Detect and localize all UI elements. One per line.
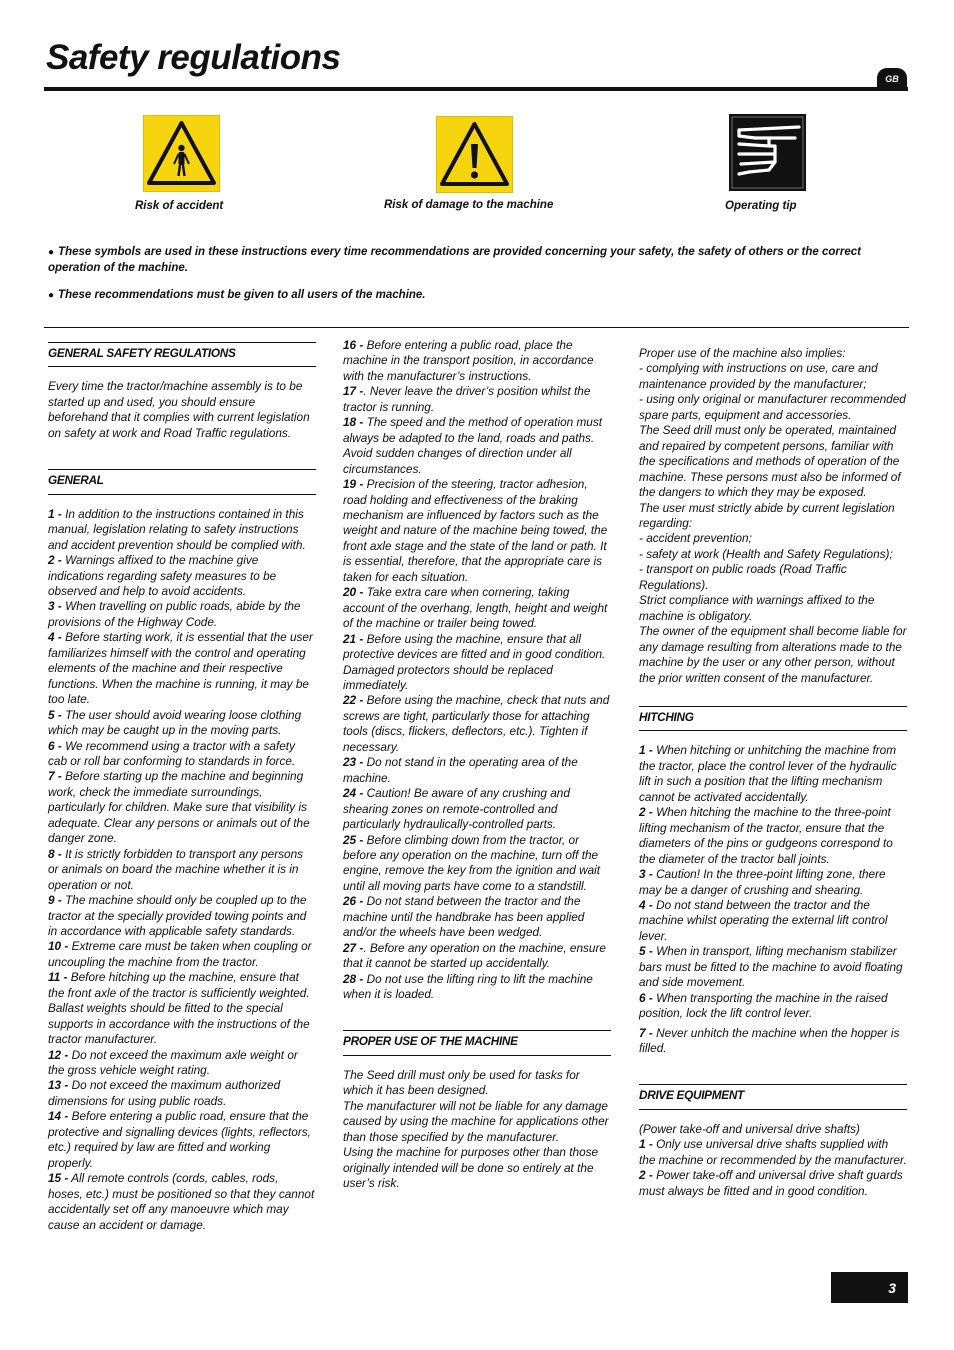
list-item: 15 - All remote controls (cords, cables, rods, hoses, etc.) must be positioned so that they cannot accidentally set off any manoeuvre which may cause an accident or damage. [48, 1171, 315, 1232]
list-item: 28 - Do not use the lifting ring to lift the machine when it is loaded. [343, 971, 593, 1002]
proper-use-cont-paragraph: Proper use of the machine also implies: [639, 346, 846, 360]
list-item: 21 - Before using the machine, ensure that all protective devices are fitted and in good condition. Damaged protectors should be replaced immediately. [343, 631, 606, 692]
title-rule [44, 87, 908, 91]
symbol-label-risk-of-damage: Risk of damage to the machine [384, 199, 554, 211]
proper-use-cont-paragraph: - accident prevention; [639, 531, 752, 546]
list-item: 22 - Before using the machine, check that nuts and screws are tight, particularly those for attaching tools (discs, flickers, deflectors, etc.). Tighten if necessary. [343, 693, 610, 754]
list-item: 23 - Do not stand in the operating area of the machine. [343, 755, 578, 785]
proper-use-cont-paragraph: - transport on public roads (Road Traffic Regulations). [639, 562, 847, 592]
list-item: 14 - Before entering a public road, ensure that the protective and signalling devices (lights, reflectors, etc.) required by law are fitted and working properly. [48, 1109, 311, 1170]
page-number: 3 [831, 1272, 908, 1303]
list-item: 27 -. Before any operation on the machine, ensure that it cannot be started up accidentally. [343, 940, 606, 971]
list-item: 8 - It is strictly forbidden to transport any persons or animals on board the machine whether it is in operation or not. [48, 846, 304, 892]
list-item: 5 - When in transport, lifting mechanism stabilizer bars must be fitted to the machine to avoid floating and side movement. [639, 944, 903, 990]
proper-use-paragraph: The Seed drill must only be used for tasks for which it has been designed. [343, 1067, 580, 1098]
list-item: 11 - Before hitching up the machine, ensure that the front axle of the tractor is sufficiently weighted. Ballast weights should be fitted to the special supports in accordance with the instructions of the tractor manufacturer. [48, 970, 310, 1047]
list-item: 7 - Never unhitch the machine when the hopper is filled. [639, 1025, 900, 1056]
list-item: 12 - Do not exceed the maximum axle weight or the gross vehicle weight rating. [48, 1047, 298, 1078]
proper-use-cont-paragraph: The user must strictly abide by current legislation regarding: [639, 500, 895, 530]
list-item: 1 - When hitching or unhitching the machine from the tractor, place the control lever of the hydraulic lift in such a position that the lifting mechanism cannot be activated accidentally. [639, 743, 897, 804]
proper-use-cont-paragraph: Strict compliance with warnings affixed to the machine is obligatory. [639, 593, 875, 623]
section-rule [44, 327, 909, 328]
list-item: 2 - When hitching the machine to the three-point lifting mechanism of the tractor, ensure that the diameters of the pins or gudgeons correspond to the diameter of the tractor ball joints. [639, 805, 893, 866]
heading-hitching: HITCHING [639, 706, 907, 731]
list-item: 3 - Caution! In the three-point lifting zone, there may be a danger of crushing and shearing. [639, 867, 886, 897]
list-item: 4 - Do not stand between the tractor and the machine whilst operating the external lift control lever. [639, 897, 888, 943]
list-item: 9 - The machine should only be coupled up to the tractor at the specially provided towing points and in accordance with applicable safety standards. [48, 893, 307, 938]
list-item: 25 - Before climbing down from the tractor, or before any operation on the machine, turn off the engine, remove the key from the ignition and wait until all moving parts have come to a standstill. [343, 832, 601, 893]
heading-proper-use: PROPER USE OF THE MACHINE [343, 1030, 611, 1055]
list-item: 18 - The speed and the method of operation must always be adapted to the land, roads and paths. Avoid sudden changes of direction under all circumstances. [343, 415, 603, 476]
proper-use-cont-paragraph: The Seed drill must only be operated, maintained and repaired by competent persons, familiar with the specifications and methods of operation of the machine. These persons must also be informed of the dangers to which they may be exposed. [639, 423, 901, 500]
proper-use-paragraph: Using the machine for purposes other than those originally intended will be done so entirely at the user’s risk. [343, 1145, 599, 1191]
list-item: 13 - Do not exceed the maximum authorized dimensions for using public roads. [48, 1078, 281, 1108]
bullet-icon: ● [48, 247, 55, 258]
proper-use-cont-paragraph: The owner of the equipment shall become liable for any damage resulting from alterations made to the machine by the user or any other person, without the prior written consent of the manufacturer. [639, 624, 907, 685]
intro-note-1: ● These symbols are used in these instructions every time recommendations are provided concerning your safety, the safety of others or the correct operation of the machine. [48, 246, 861, 274]
proper-use-cont-paragraph: - safety at work (Health and Safety Regulations); [639, 546, 893, 561]
list-item: 10 - Extreme care must be taken when coupling or uncoupling the machine from the tractor. [48, 939, 312, 969]
list-item: 20 - Take extra care when cornering, taking account of the overhang, length, height and weight of the machine or trailer being towed. [343, 585, 608, 631]
exclamation-warning-icon [436, 116, 513, 193]
column-3 [639, 346, 907, 1199]
list-item: 17 -. Never leave the driver’s position whilst the tractor is running. [343, 384, 591, 414]
proper-use-paragraph: The manufacturer will not be liable for any damage caused by using the machine for applications other than those specified by the manufacturer. [343, 1098, 609, 1144]
list-item: 6 - When transporting the machine in the raised position, lock the lift control lever. [639, 990, 888, 1021]
bullet-icon: ● [48, 290, 55, 301]
list-item: 7 - Before starting up the machine and beginning work, check the immediate surroundings, particularly for children. Make sure that visibility is adequate. Clear any persons or animals out of the danger zone. [48, 769, 310, 846]
pointing-hand-icon [729, 114, 806, 191]
general-safety-text: Every time the tractor/machine assembly is to be started up and used, you should ensure beforehand that it complies with current legislation on safety at work and Road Traffic regulations. [48, 379, 310, 440]
drive-subtitle: (Power take-off and universal drive shafts) [639, 1121, 860, 1136]
intro-note-2: ● These recommendations must be given to all users of the machine. [48, 289, 426, 301]
language-badge: GB [877, 68, 907, 90]
list-item: 19 - Precision of the steering, tractor adhesion, road holding and effectiveness of the braking mechanism are influenced by factors such as the weight and nature of the machine being towed, the front axle stage and the state of the land or path. It is essential, therefore, that the appropriate care is taken for each situation. [343, 477, 608, 584]
heading-drive-equipment: DRIVE EQUIPMENT [639, 1084, 907, 1109]
list-item: 5 - The user should avoid wearing loose clothing which may be caught up in the moving parts. [48, 707, 302, 738]
list-item: 6 - We recommend using a tractor with a safety cab or roll bar conforming to standards in force. [48, 738, 296, 768]
list-item: 2 - Power take-off and universal drive shaft guards must always be fitted and in good condition. [639, 1168, 903, 1198]
list-item: 2 - Warnings affixed to the machine give indications regarding safety measures to be observed and help to avoid accidents. [48, 553, 277, 598]
list-item: 24 - Caution! Be aware of any crushing and shearing zones on remote-controlled and particularly hydraulically-controlled parts. [343, 786, 570, 832]
heading-general: GENERAL [48, 469, 316, 494]
list-item: 4 - Before starting work, it is essential that the user familiarizes himself with the control and operating elements of the machine and their respective functions. When the machine is running, it may be too late. [48, 630, 313, 707]
proper-use-cont-paragraph: - complying with instructions on use, care and maintenance provided by the manufacturer; [639, 361, 878, 391]
heading-general-safety: GENERAL SAFETY REGULATIONS [48, 342, 316, 367]
symbol-label-operating-tip: Operating tip [725, 200, 797, 212]
list-item: 26 - Do not stand between the tractor and the machine until the handbrake has been applied and/or the wheels have been wedged. [343, 894, 585, 940]
person-warning-icon [143, 115, 220, 192]
list-item: 1 - In addition to the instructions contained in this manual, legislation relating to safety instructions and accident prevention should be complied with. [48, 506, 306, 552]
proper-use-cont-paragraph: - using only original or manufacturer recommended spare parts, equipment and accessories. [639, 392, 906, 422]
list-item: 1 - Only use universal drive shafts supplied with the machine or recommended by the manufacturer. [639, 1137, 907, 1167]
list-item: 16 - Before entering a public road, place the machine in the transport position, in accordance with the manufacturer’s instructions. [343, 338, 594, 383]
list-item: 3 - When travelling on public roads, abide by the provisions of the Highway Code. [48, 599, 301, 629]
column-1 [48, 338, 316, 1233]
page-title: Safety regulations [46, 38, 341, 77]
symbol-label-risk-of-accident: Risk of accident [135, 200, 224, 212]
column-2 [343, 338, 611, 1192]
